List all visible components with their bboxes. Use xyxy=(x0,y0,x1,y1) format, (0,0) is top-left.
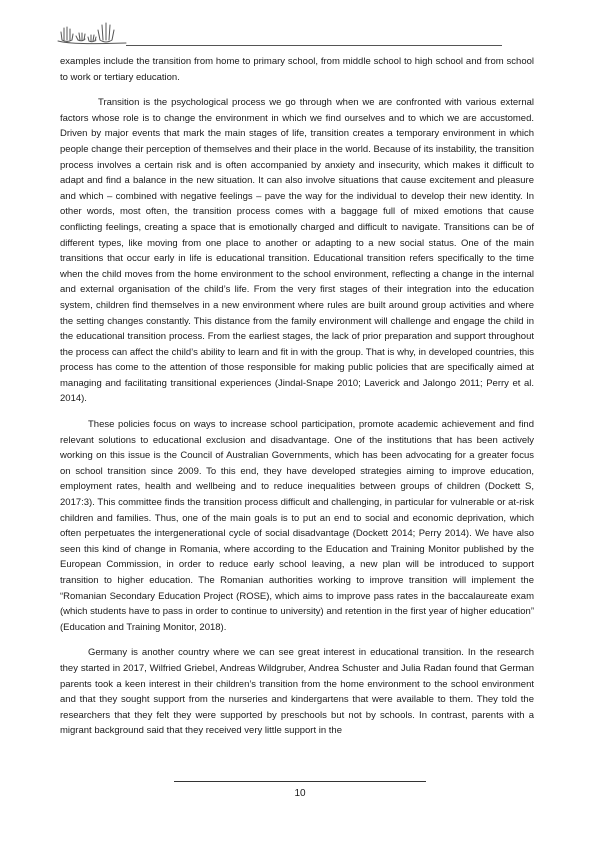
footer-rule xyxy=(174,781,426,782)
paragraph-policies: These policies focus on ways to increase school participation, promote academic achievement and find relevant solutions to educational exclusion and disadvantage. One of the institutions that has been actively working on this issue is the Council of Australian Governments, which has been advocating for a greater focus on school transition since 2009. To this end, they have developed strategies aiming to improve education, employment rates, health and wellbeing and to reduce inequalities between groups of children (Dockett S, 2017:3). This committee finds the transition process difficult and challenging, in particular for vulnerable or at-risk children and families. Thus, one of the main goals is to put an end to social and economic deprivation, which often perpetuates the intergenerational cycle of social disadvantage (Dockett 2014; Perry 2014). We have also seen this kind of change in Romania, where according to the Education and Training Monitor published by the European Commission, in order to reduce early school leaving, a new plan will be introduced to support transition to higher education. The Romanian authorities working to improve transition will implement the “Romanian Secondary Education Project (ROSE), which aims to improve pass rates in the baccalaureate exam (which students have to pass in order to continue to university) and retention in the first year of higher education” (Education and Training Monitor, 2018). xyxy=(60,419,534,633)
paragraph-transition-definition: Transition is the psychological process we go through when we are confronted with various external factors whose role is to change the environment in which we find ourselves and to which we are accustomed. Driven by major events that mark the main stages of life, transition creates a temporary environment in which people change their perception of themselves and their place in the world. Because of its instability, the transition process involves a certain risk and is often accompanied by anxiety and insecurity, which makes it difficult to adapt and find a balance in the new situation. It can also involve situations that cause excitement and pleasure and which – combined with negative feelings – pave the way for the individual to develop their new identity. In other words, most often, the transition process comes with a baggage full of mixed emotions that cause conflicting feelings, creating a space that is emotionally charged and difficult to navigate. Transitions can be of different types, like moving from one place to another or adapting to a new social status. One of the main transitions that occur early in life is educational transition. Educational transition refers specifically to the time when the child moves from the home environment to the school environment, reflecting a change in the internal and external organisation of the child’s life. From the very first stages of their integration into the education system, children find themselves in a new environment where rules are built around group activities and where the setting changes constantly. This distance from the family environment will challenge and engage the child in the educational transition process. From the earliest stages, the lack of prior preparation and support throughout the process can affect the child’s ability to learn and fit in with the group. That is why, in developed countries, this process has come to the attention of those responsible for making public policies that are specifically aimed at managing and facilitating transitional experiences (Jindal-Snape 2010; Laverick and Jalongo 2011; Perry et al. 2014). xyxy=(60,97,534,405)
paragraph-continuation: examples include the transition from home to primary school, from middle school to high school and from school to work or tertiary education. xyxy=(60,56,534,83)
header-rule xyxy=(126,45,502,46)
page-number: 10 xyxy=(294,788,306,799)
paragraph-germany: Germany is another country where we can see great interest in educational transition. In the research they started in 2017, Wilfried Griebel, Andreas Wildgruber, Andrea Schuster and Julia Radan found that German parents took a keen interest in their children’s transition from the home environment to the school environment and that they sought support from the nurseries and kindergartens that were available to them. They told the researchers that they felt they were supported by preschools but not by schools. In contrast, parents with a migrant background said that they received very little support in the xyxy=(60,647,534,737)
hands-logo-icon xyxy=(56,14,128,46)
page-content xyxy=(60,54,534,749)
